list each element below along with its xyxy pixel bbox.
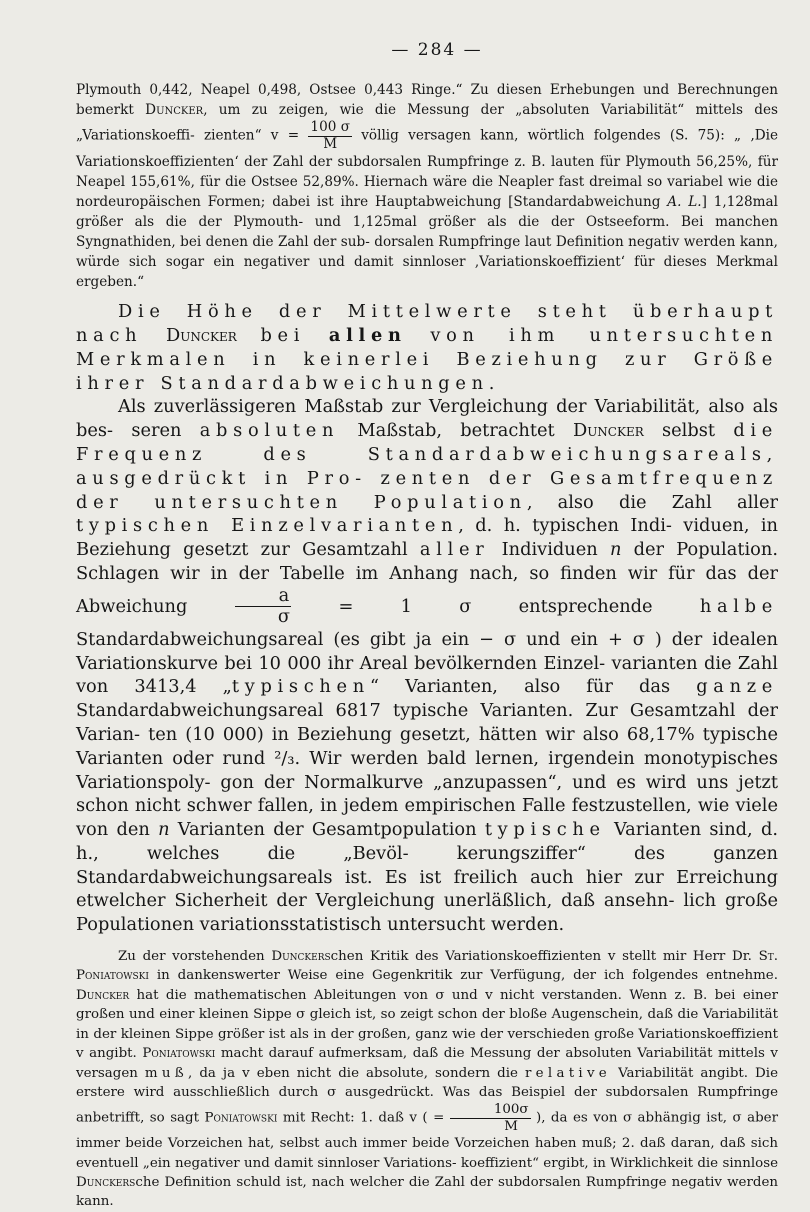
text-run: Als zuverlässigeren Maßstab zur Vergleichung der Variabilität, also als bes- seren — [76, 396, 778, 442]
bold-spaced-text: allen — [328, 325, 407, 347]
text-run: völlig versagen kann, wörtlich folgendes (S. 75): „ ‚Die Variationskoeffizienten‘ der Zahl der subdorsalen Rumpfringe z. B. lauten für Plymouth 56,25%, für Neapel 155,61%, für die Ostsee 52,89%. Hiernach wäre die Neapler fast dreimal so variabel wie die nordeuropäischen Formen; dabei ist ihre Hauptabweichung [Standardabweichung — [76, 127, 778, 211]
initials: A. L. — [667, 194, 702, 211]
text-run: ), — [530, 1110, 546, 1126]
formula-fraction — [235, 586, 292, 628]
spaced-text: Die Höhe der Mittelwerte steht überhaupt nach — [76, 301, 778, 347]
emphasis-paragraph — [76, 300, 778, 395]
text-run: , da ja v eben nicht die absolute, sondern die — [188, 1065, 525, 1081]
text-run: , um zu zeigen, wie die Messung der „absoluten Variabilität“ mittels des „Variationskoeffi- zienten“ v = — [76, 102, 779, 144]
spaced-text: typischen Einzelvarianten — [76, 515, 459, 537]
author-name: St. Poniatowski — [76, 949, 778, 984]
text-run: selbst — [643, 420, 734, 442]
fraction-numerator: 100σ — [450, 1102, 531, 1118]
fraction-denominator: σ — [277, 606, 290, 628]
author-name: Dunckers — [271, 949, 331, 965]
text-run: der Population. Schlagen wir in der Tabelle im Anhang nach, so finden wir für das der Abweichung — [76, 539, 778, 617]
text-run: Standardabweichungsareal (es gibt ja ein − σ und ein + σ ) der idealen Variationskurve bei 10 000 ihr Areal bevölkernden Einzel- varianten die Zahl von 3413,4 „ — [76, 628, 778, 698]
text-run: mit Recht: 1. daß v — [277, 1110, 423, 1126]
spaced-text: bei — [260, 325, 306, 347]
text-run: Zu der vorstehenden — [118, 949, 272, 965]
fraction-denominator: M — [323, 135, 338, 152]
text-run: che Definition schuld ist, nach welcher die Zahl der subdorsalen Rumpfringe negativ werden kann. — [76, 1174, 778, 1210]
text-run: Varianten der Gesamtpopulation — [169, 819, 485, 841]
spaced-text: absoluten — [199, 420, 340, 442]
text-run: hat die mathematischen Ableitungen von σ und v nicht verstanden. Wenn z. B. bei einer großen und einer kleinen Sippe σ gleich ist, so zeigt schon der bloße Augenschein, daß die Variabilität in der kleinen Sippe größer ist als in der großen, ganz wie der verschieden große Variationskoeffizient v angibt. — [76, 987, 778, 1062]
author-name: Duncker — [145, 102, 204, 118]
fraction-numerator: 100 σ — [310, 119, 350, 135]
text-run: Individuen — [489, 539, 610, 561]
main-paragraph — [76, 395, 778, 937]
author-name: Duncker — [572, 420, 644, 442]
text-run: “ Varianten, also für das — [369, 676, 697, 698]
author-name: Duncker — [76, 987, 130, 1003]
spaced-text: ganze — [696, 676, 778, 698]
spaced-text: typischen — [231, 676, 370, 698]
spaced-text: die Frequenz des Standardabweichungsareals, ausgedrückt in Pro- zenten der Gesamtfrequenz der untersuchten Population — [76, 420, 779, 513]
text-run: , d. h. typischen Indi- viduen, in Beziehung gesetzt zur Gesamtzahl — [76, 515, 778, 561]
text-run: da es von σ abhängig ist, σ aber immer beide Vorzeichen hat, selbst auch immer beide Vorzeichen haben muß; 2. daß daran, daß sich eventuell „ein negativer und damit sinnloser Variations- koeffizient“ ergibt, in Wirklichkeit die sinnlose — [76, 1110, 778, 1171]
spaced-text: halbe — [699, 595, 778, 617]
spaced-text: relative — [524, 1065, 612, 1081]
text-run: , also die Zahl aller — [526, 491, 778, 513]
variable: n — [609, 539, 622, 561]
text-run: ( = — [422, 1110, 450, 1126]
text-run: Standardabweichungsareal 6817 typische Varianten. Zur Gesamtzahl der Varian- ten (10 000) in Beziehung gesetzt, hätten wir also 68,17% typische Varianten oder rund ²/₃. Wir werden bald lernen, irgendein monotypisches Variationspoly- gon der Normalkurve „anzupassen“, und es wird uns jetzt schon nicht schwer fallen, in jedem empirischen Falle festzustellen, wie viele von den — [76, 700, 778, 841]
text-run: Variabilität angibt. Die erstere wird ausschließlich durch σ ausgedrückt. Was das Beispiel der subdorsalen Rumpfringe anbetrifft, so sagt — [76, 1065, 779, 1126]
text-run: chen Kritik des Variationskoeffizienten v stellt mir Herr Dr. — [330, 949, 759, 965]
quoted-paragraph — [76, 80, 778, 292]
author-name: Poniatowski — [142, 1046, 216, 1062]
text-run: Varianten sind, d. h., welches die „Bevöl- kerungsziffer“ des ganzen Standardabweichungsareals ist. Es ist freilich auch hier zur Erreichung etwelcher Sicherheit der Vergleichung unerläßlich, daß ansehn- lich große Populationen variationsstatistisch untersucht werden. — [76, 819, 779, 936]
fraction-numerator: a — [235, 586, 292, 607]
spaced-text: muß — [144, 1065, 189, 1081]
text-run: Maßstab, betrachtet — [339, 420, 573, 442]
spaced-text: aller — [419, 539, 490, 561]
text-run: Plymouth 0,442, Neapel 0,498, Ostsee 0,443 Ringe.“ Zu diesen Erhebungen und Berechnungen bemerkt — [76, 82, 778, 118]
text-run: in dankenswerter Weise eine Gegenkritik zur Verfügung, der ich folgendes entnehme. — [148, 968, 778, 984]
formula-fraction — [450, 1102, 531, 1134]
text-run: ] 1,128mal größer als die der Plymouth- und 1,125mal größer als die der Ostseeform. Bei manchen Syngnathiden, bei denen die Zahl der sub- dorsalen Rumpfringe laut Definition negativ werden kann, würde sich sogar ein negativer und damit sinnloser ‚Variationskoeffizient‘ für dieses Merkmal ergeben.“ — [76, 194, 778, 291]
footnote-paragraph — [76, 947, 778, 1212]
formula-fraction — [308, 120, 352, 152]
text-run: = 1 σ entsprechende — [291, 595, 700, 617]
author-name: Dunckers — [76, 1174, 136, 1190]
spaced-text: typische — [484, 819, 606, 841]
spaced-text: von ihm untersuchten Merkmalen in keinerlei Beziehung zur Größe ihrer Standardabweichungen. — [76, 325, 779, 394]
fraction-denominator: M — [504, 1118, 519, 1134]
text-run: macht darauf aufmerksam, daß die Messung der absoluten Variabilität mittels v versagen — [76, 1046, 778, 1081]
page-number: — 284 — — [391, 40, 483, 60]
author-name: Poniatowski — [204, 1110, 278, 1126]
author-name: Duncker — [165, 325, 237, 347]
variable: n — [158, 819, 170, 841]
